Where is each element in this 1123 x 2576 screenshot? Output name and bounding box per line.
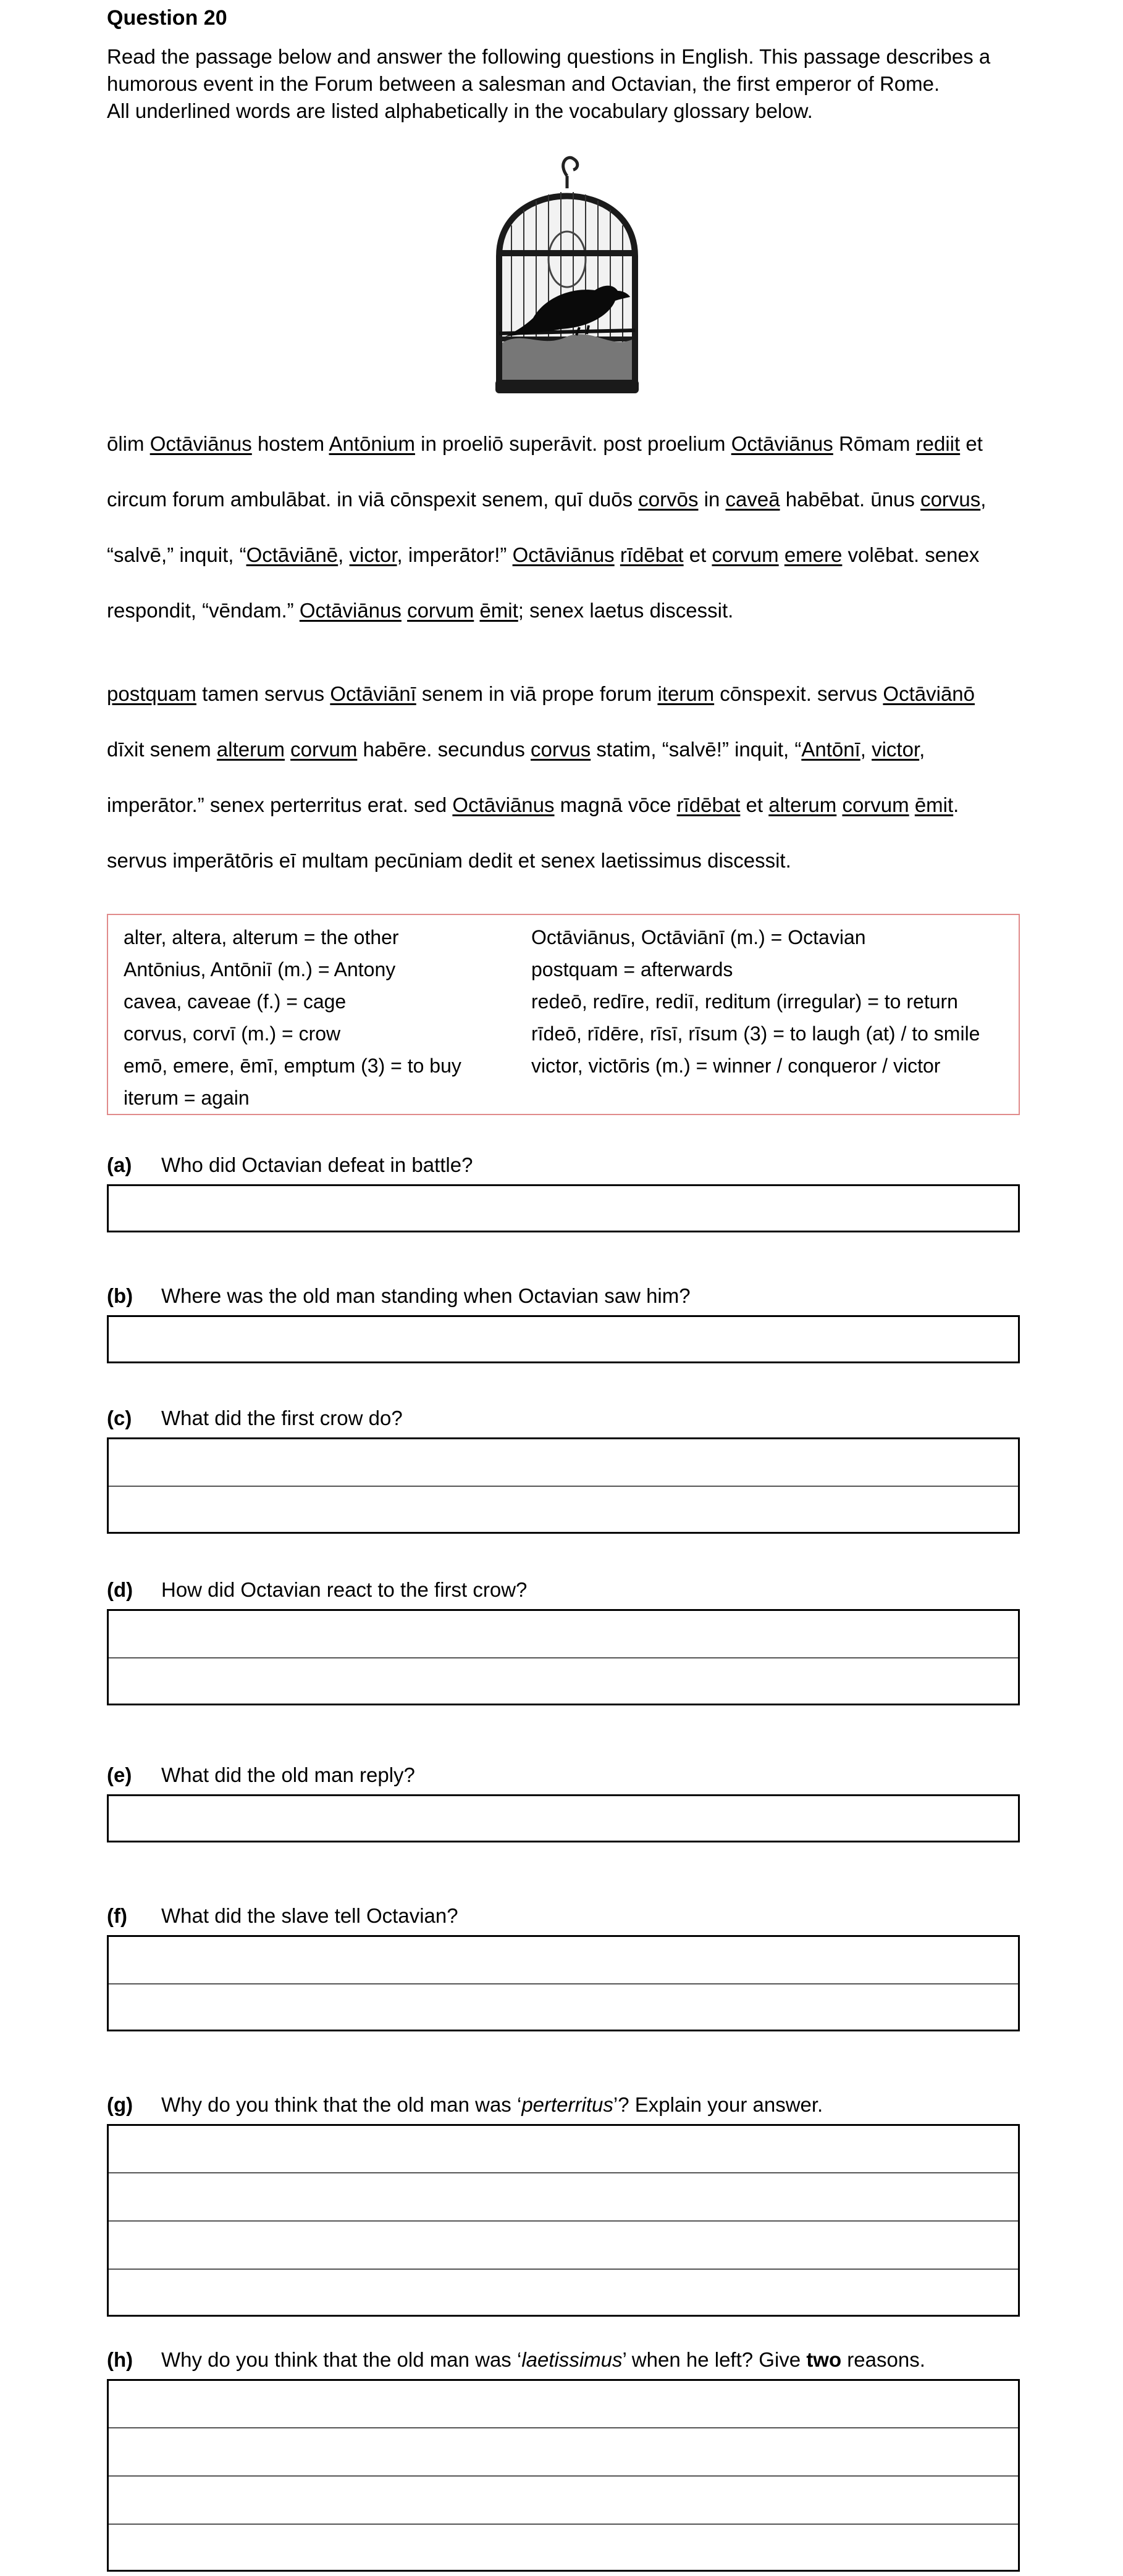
glossary-entry: emō, emere, ēmī, emptum (3) = to buy <box>124 1055 461 1077</box>
passage-line <box>107 432 983 456</box>
glossary-entry: alter, altera, alterum = the other <box>124 926 399 948</box>
glossary-word: rīdēbat <box>620 543 684 566</box>
question-a <box>107 1153 473 1177</box>
question-h <box>107 2348 925 2372</box>
glossary-word: victor <box>349 543 397 566</box>
passage-text <box>285 738 290 761</box>
passage-text: in <box>698 488 726 511</box>
passage-line <box>107 488 986 511</box>
glossary-word: emere <box>784 543 843 566</box>
glossary-word: alterum <box>768 793 837 816</box>
passage-text: statim, “salvē!” inquit, “ <box>591 738 802 761</box>
passage-text <box>909 793 915 816</box>
answer-box-d[interactable] <box>107 1609 1020 1705</box>
question-text-part: ’? Explain your answer. <box>613 2093 823 2116</box>
answer-line <box>109 2220 1018 2222</box>
question-letter: (c) <box>107 1407 132 1429</box>
passage-text: . <box>953 793 959 816</box>
glossary-column-left <box>124 921 461 1114</box>
question-text: Who did Octavian defeat in battle? <box>161 1153 473 1176</box>
passage-text: volēbat. senex <box>842 543 980 566</box>
glossary-word: postquam <box>107 682 196 705</box>
answer-box-f[interactable] <box>107 1935 1020 2031</box>
instructions-line: All underlined words are listed alphabetically in the vocabulary glossary below. <box>107 99 813 122</box>
glossary-word: Octāviānus <box>149 432 252 455</box>
glossary-entry: Octāviānus, Octāviānī (m.) = Octavian <box>531 926 866 948</box>
answer-line <box>109 2427 1018 2428</box>
passage-text: Rōmam <box>833 432 916 455</box>
glossary-word: corvus <box>531 738 591 761</box>
question-letter: (g) <box>107 2093 133 2116</box>
question-text: What did the slave tell Octavian? <box>161 1904 458 1927</box>
glossary-word: ēmit <box>914 793 954 816</box>
passage-text: ; senex laetus discessit. <box>518 599 734 622</box>
passage-line <box>107 543 979 567</box>
answer-line <box>109 1983 1018 1984</box>
question-letter: (b) <box>107 1284 133 1307</box>
glossary-word: Antōnium <box>329 432 415 455</box>
question-letter: (e) <box>107 1763 132 1786</box>
bird-cage-with-crow-icon <box>487 151 647 404</box>
answer-box-g[interactable] <box>107 2124 1020 2317</box>
answer-line <box>109 2269 1018 2270</box>
glossary-word: corvus <box>920 488 981 511</box>
passage-text: magnā vōce <box>554 793 677 816</box>
answer-box-e[interactable] <box>107 1794 1020 1842</box>
question-text-part: Why do you think that the old man was ‘ <box>161 2348 522 2371</box>
passage-text: et <box>960 432 983 455</box>
passage-text: cōnspexit. servus <box>714 682 883 705</box>
glossary-word: Octāviānus <box>452 793 555 816</box>
question-c <box>107 1407 403 1430</box>
glossary-word: corvum <box>712 543 779 566</box>
question-b <box>107 1284 691 1308</box>
question-f <box>107 1904 458 1928</box>
instructions-line: Read the passage below and answer the following questions in English. This passage describes a <box>107 45 991 68</box>
passage-text: , <box>980 488 986 511</box>
glossary-word: victor <box>872 738 920 761</box>
passage-text: senem in viā prope forum <box>416 682 658 705</box>
passage-text: circum forum ambulābat. in viā cōnspexit senem, quī duōs <box>107 488 639 511</box>
answer-line <box>109 2475 1018 2477</box>
question-text: What did the first crow do? <box>161 1407 403 1429</box>
passage-line <box>107 738 925 761</box>
glossary-word: ēmit <box>479 599 518 622</box>
passage-text: , <box>860 738 872 761</box>
glossary-word: alterum <box>216 738 285 761</box>
passage-text: imperātor.” senex perterritus erat. sed <box>107 793 453 816</box>
glossary-word: iterum <box>657 682 715 705</box>
instructions <box>107 43 1021 125</box>
passage-line <box>107 793 959 817</box>
passage-text: et <box>740 793 769 816</box>
glossary-column-right <box>531 921 980 1082</box>
passage-text <box>615 543 620 566</box>
passage-text: in proeliō superāvit. post proelium <box>414 432 731 455</box>
glossary-entry: iterum = again <box>124 1087 250 1109</box>
answer-line <box>109 2524 1018 2525</box>
passage-text: servus imperātōris eī multam pecūniam dedit et senex laetissimus discessit. <box>107 849 791 872</box>
passage-text: dīxit senem <box>107 738 217 761</box>
glossary-entry: Antōnius, Antōniī (m.) = Antony <box>124 958 396 981</box>
passage-text: tamen servus <box>196 682 330 705</box>
question-text: What did the old man reply? <box>161 1763 415 1786</box>
glossary-word: Octāviānus <box>731 432 833 455</box>
question-text-part: ’ when he left? Give <box>622 2348 807 2371</box>
passage-line <box>107 599 733 622</box>
answer-line <box>109 1657 1018 1658</box>
answer-box-a[interactable] <box>107 1184 1020 1232</box>
passage-text: ōlim <box>107 432 150 455</box>
glossary-word: corvum <box>842 793 909 816</box>
answer-line <box>109 2172 1018 2173</box>
question-g <box>107 2093 823 2117</box>
glossary-word: Octāviānē <box>246 543 339 566</box>
question-d <box>107 1578 527 1602</box>
question-text-part: reasons. <box>841 2348 925 2371</box>
glossary-word: rīdēbat <box>676 793 741 816</box>
glossary-word: corvum <box>407 599 474 622</box>
answer-box-h[interactable] <box>107 2379 1020 2572</box>
glossary-word: Octāviānī <box>330 682 416 705</box>
glossary-word: Octāviānō <box>883 682 975 705</box>
question-e <box>107 1763 415 1787</box>
glossary-entry: postquam = afterwards <box>531 958 733 981</box>
question-text-part: laetissimus <box>521 2348 623 2371</box>
question-text-part: Why do you think that the old man was ‘ <box>161 2093 522 2116</box>
glossary-word: Octāviānus <box>512 543 615 566</box>
answer-box-b[interactable] <box>107 1315 1020 1363</box>
question-text: Where was the old man standing when Octavian saw him? <box>161 1284 691 1307</box>
passage-text: , <box>338 543 350 566</box>
question-title: Question 20 <box>107 6 227 30</box>
passage-text: et <box>683 543 712 566</box>
passage-text <box>779 543 784 566</box>
answer-line <box>109 1486 1018 1487</box>
passage-text: , imperātor!” <box>397 543 513 566</box>
glossary-word: caveā <box>725 488 780 511</box>
glossary-entry: corvus, corvī (m.) = crow <box>124 1022 341 1045</box>
passage-text: habēbat. ūnus <box>780 488 921 511</box>
glossary-word: rediit <box>915 432 961 455</box>
passage-text: hostem <box>251 432 329 455</box>
question-letter: (f) <box>107 1904 127 1927</box>
instructions-line: humorous event in the Forum between a salesman and Octavian, the first emperor of Rome. <box>107 72 940 95</box>
question-letter: (a) <box>107 1153 132 1176</box>
passage-line <box>107 682 975 706</box>
glossary-entry: rīdeō, rīdēre, rīsī, rīsum (3) = to laugh (at) / to smile <box>531 1022 980 1045</box>
vocabulary-glossary <box>107 914 1020 1115</box>
glossary-word: Octāviānus <box>299 599 402 622</box>
question-text <box>161 2348 925 2371</box>
glossary-entry: victor, victōris (m.) = winner / conqueror / victor <box>531 1055 941 1077</box>
glossary-word: corvōs <box>638 488 699 511</box>
passage-line <box>107 849 791 872</box>
glossary-word: corvum <box>290 738 358 761</box>
passage-text: respondit, “vēndam.” <box>107 599 300 622</box>
question-letter: (d) <box>107 1578 133 1601</box>
question-text: How did Octavian react to the first crow? <box>161 1578 528 1601</box>
question-text <box>161 2093 823 2116</box>
question-text-part: two <box>806 2348 842 2371</box>
question-text-part: perterritus <box>521 2093 613 2116</box>
glossary-entry: redeō, redīre, rediī, reditum (irregular) = to return <box>531 990 958 1013</box>
glossary-entry: cavea, caveae (f.) = cage <box>124 990 347 1013</box>
passage-text: habēre. secundus <box>357 738 531 761</box>
passage-text: “salvē,” inquit, “ <box>107 543 246 566</box>
passage-text <box>402 599 407 622</box>
glossary-word: Antōnī <box>801 738 860 761</box>
answer-box-c[interactable] <box>107 1437 1020 1534</box>
question-letter: (h) <box>107 2348 133 2371</box>
passage-text: , <box>919 738 925 761</box>
